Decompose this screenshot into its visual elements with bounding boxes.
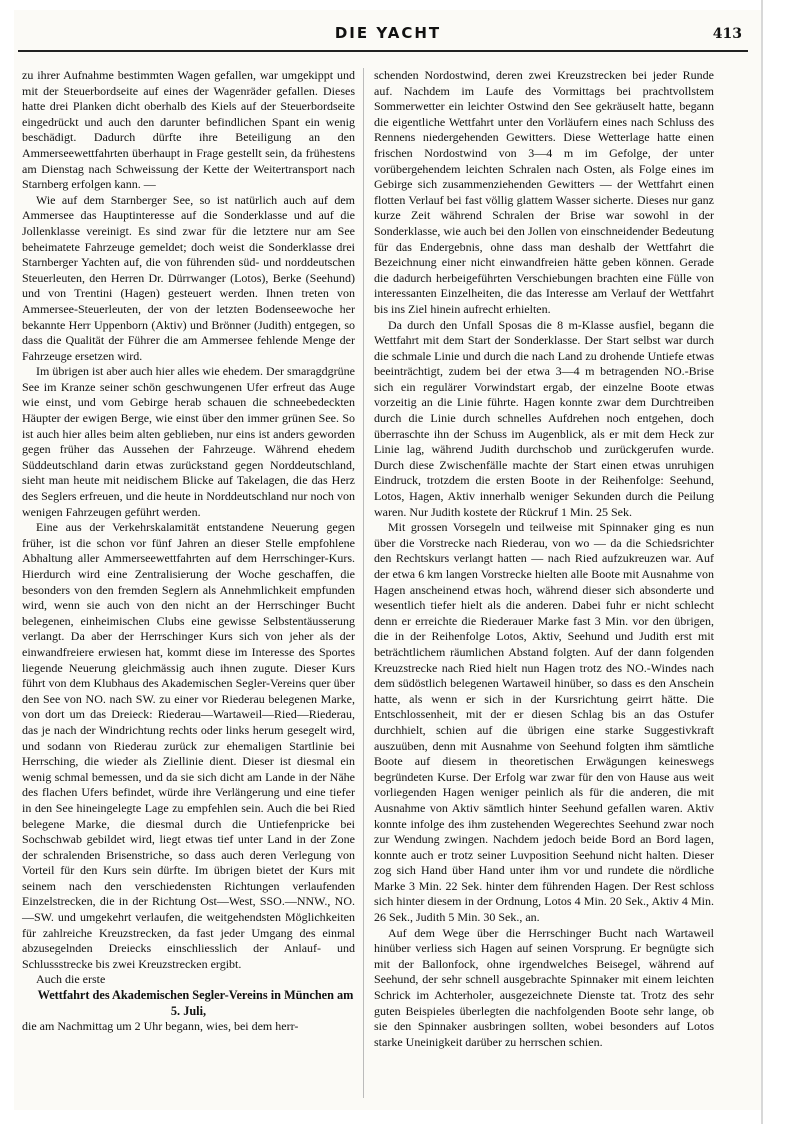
page-number: 413 <box>712 26 742 42</box>
page-header <box>14 24 762 48</box>
paragraph: zu ihrer Aufnahme bestimmten Wagen gefallen, war umgekippt und mit der Steuerbordseite auf eines der Wagenräder gefallen. Dieses hatte drei Planken dicht oberhalb des Kiels auf der Steuerbordseite eingedrückt und auch den darunter befindlichen Spant ein wenig beschädigt. Dadurch dürfte ihre Beteiligung an den Ammerseewettfahrten überhaupt in Frage gestellt sein, da frühestens am Dienstag nach Schweissung der Kette der Weitertransport nach Starnberg erfolgen kann. — <box>22 68 355 192</box>
paragraph: Eine aus der Verkehrskalamität entstandene Neuerung gegen früher, ist die schon vor fünf Jahren an dieser Stelle empfohlene Abhaltung aller Ammerseewettfahrten auf dem Herrschinger-Kurs. Hierdurch wird eine Zentralisierung der Woche geschaffen, die besonders von den fremden Seglern als Annehmlichkeit empfunden wird, wenn sie auch von den nicht an der Herrschinger Bucht belegenen, einheimischen Clubs eine gewisse Selbstentäusserung verlangt. Da aber der Herrschinger Kurs sich von jeher als der einwandfreiere erwiesen hat, kommt diese im Interesse des Sportes liegende Neuerung gleichmässig auch ihnen zugute. Dieser Kurs führt von dem Klubhaus des Akademischen Segler-Vereins quer über den See von NO. nach SW. zu einer vor Riederau belegenen Marke, von dort um das Dreieck: Riederau—Wartaweil—Ried—Riederau, das je nach der Windrichtung rechts oder links herum gesegelt wird, und sodann von Riederau zurück zur ehemaligen Startlinie bei Herrsching, die wieder als Ziellinie dient. Dieser ist diesmal ein wenig schmal bemessen, und da sie sich dicht am Lande in der Nähe des flachen Ufers befindet, würde ihre Verlängerung und eine tiefer in den See hineingelegte Lage zu empfehlen sein. Auch die bei Ried belegene Marke, die diesmal durch die Untiefenpricke bei Sochschwab gebildet wird, liegt etwas tief unter Land in der Zone der schralenden Brisenstriche, so dass auch deren Verlegung von Vorteil für den Kurs sein dürfte. Im übrigen bietet der Kurs mit seinem nach den verschiedensten Richtungen verlaufenden Einzelstrecken, die in der Richtung Ost—West, SSO.—NNW., NO.—SW. und umgekehrt verlaufen, die weitgehendsten Möglichkeiten für zahlreiche Kreuzstrecken, da fast jeder Umgang des einmal abzusegelnden Dreiecks einschliesslich der Anlauf- und Schlussstrecke bis zwei Kreuzstrecken ergibt. <box>22 520 355 971</box>
section-heading: Wettfahrt des Akademischen Segler-Vereins in München am 5. Juli, <box>37 988 354 1018</box>
column-divider <box>363 68 364 1098</box>
right-column <box>374 68 714 1050</box>
magazine-page <box>14 10 762 1110</box>
paragraph: die am Nachmittag um 2 Uhr begann, wies, bei dem herr- <box>22 1019 299 1034</box>
paragraph: Da durch den Unfall Sposas die 8 m-Klasse ausfiel, begann die Wettfahrt mit dem Start der Sonderklasse. Der Start selbst war durch die schmale Linie und durch die nach Land zu drohende Untiefe etwas beeinträchtigt, zudem bei der etwa 3—4 m betragenden NO.-Brise sich ein regulärer Vorwindstart ergab, der einzelne Boote etwas vorzeitig an die Linie führte. Hagen konnte zwar dem Durchtreiben durch die Linie durch schnelles Aufdrehen noch entgehen, doch überraschte ihn der Schuss im Augenblick, als er mit dem Heck zur Linie lag, während Judith durchschob und zurückgerufen wurde. Durch diese Zwischenfälle machte der Start einen etwas unruhigen Eindruck, trotzdem die ersten Boote in der Reihenfolge: Seehund, Lotos, Hagen, Aktiv innerhalb weniger Sekunden durch die Peilung waren. Nur Judith kostete der Rückruf 1 Min. 25 Sek. <box>374 317 714 519</box>
paragraph: schenden Nordostwind, deren zwei Kreuzstrecken bei jeder Runde auf. Nachdem im Laufe des Vormittags bei prachtvollstem Sommerwetter ein leichter Ostwind den See gekräuselt hatte, begann die eigentliche Wettfahrt unter den Vorläufern eines nach Schluss des Rennens niedergehenden Gewitters. Diese Wetterlage hatte einen frischen Nordostwind von 3—4 m im Gefolge, der unter vorübergehendem leichten Schralen nach Osten, als Folge eines im Gebirge sich zusammenziehenden Gewitters — der Wettfahrt einen flotten Verlauf bei fast völlig glattem Wasser sicherte. Dieses nur ganz kurze Zeit während Schralen der Brise war sowohl in der Sonderklasse, wie auch bei den Jollen von einschneidender Bedeutung für das Endergebnis, ohne dass man deshalb der Wettfahrt die Bezeichnung einer nicht einwandfreien hätte geben können. Gerade die dadurch herbeigeführten Verschiebungen brachten eine Fülle von interessanten Einzelheiten, die das Interesse am Verlauf der Wettfahrt bis ins Ziel hinein aufrecht erhielten. <box>374 68 714 316</box>
header-rule <box>18 50 748 52</box>
paragraph: Auch die erste <box>36 972 106 987</box>
scan-margin <box>761 0 799 1124</box>
paragraph: Wie auf dem Starnberger See, so ist natürlich auch auf dem Ammersee das Hauptinteresse auf die Sonderklasse und auf die Jollenklasse vereinigt. Es sind zwar für die letztere nur am See beheimatete Fahrzeuge gemeldet; doch weist die Sonderklasse drei Starnberger Yachten auf, die von führenden süd- und norddeutschen Steuerleuten, den Herren Dr. Dürrwanger (Lotos), Berke (Seehund) und von Trentini (Hagen) gesteuert werden. Ihnen treten von Ammersee-Steuerleuten, der von der letzten Bodenseewoche her bekannte Herr Uppenborn (Aktiv) und Brönner (Judith) entgegen, so dass die Qualität der Führer die am Ammersee fehlende Menge der Fahrzeuge ersetzen wird. <box>22 192 355 363</box>
paragraph: Im übrigen ist aber auch hier alles wie ehedem. Der smaragdgrüne See im Kranze seiner schön geschwungenen Ufer erfreut das Auge wie einst, und vom Gebirge herab schauen die schneebedeckten Häupter der ewigen Berge, wie einst über den immer grünen See. So ist auch hier alles beim alten geblieben, nur eins ist anders geworden gegen früher das Aussehen der Fahrzeuge. Während ehedem Süddeutschland darin etwas zurückstand gegen Norddeutschland, sieht man heute mit neidischem Blicke auf Takelagen, die das Herz des Seglers erfreuen, und die heute in Norddeutschland nur noch von wenigen Fahrzeugen geführt werden. <box>22 364 355 519</box>
left-column <box>22 68 355 1035</box>
paragraph: Mit grossen Vorsegeln und teilweise mit Spinnaker ging es nun über die Vorstrecke nach Riederau, von wo — da die Schiedsrichter den Rechtskurs verlangt hatten — nach Ried aufzukreuzen war. Auf der etwa 6 km langen Vorstrecke hielten alle Boote mit Ausnahme von Hagen anscheinend etwas hoch, während dieser sich absonderte und wesentlich tiefer hielt als die anderen. Dabei fuhr er nicht schlecht denn er erreichte die Riederauer Marke fast 3 Min. vor den übrigen, die in der Reihenfolge Lotos, Aktiv, Seehund und Judith erst mit beträchtlichem räumlichen Abstand folgten. Auf der dann folgenden Kreuzstrecke nach Ried hielt nun Hagen trotz des NO.-Windes nach dem südöstlich belegenen Wartaweil hinüber, so dass es den Anschein hatte, als wenn er sich in der Kursrichtung geirrt hätte. Die Entschlossenheit, mit der er diesen Schlag bis an das Ostufer durchhielt, schien auf die übrigen eine starke Suggestivkraft auszuüben, denn mit Ausnahme von Seehund folgten ihm sämtliche Boote auf diesem in theoretischen Erwägungen keineswegs begründeten Kurse. Der Erfolg war zwar für den von Hause aus weit vorliegenden Hagen weniger peinlich als für die anderen, die mit Ausnahme von Aktiv sämtlich hinter Seehund gefallen waren. Aktiv konnte infolge des ihm zustehenden Wegerechtes Seehund zwar noch zur Wendung zwingen. Nachdem jedoch beide Bord an Bord lagen, konnte auch er trotz seiner Luvposition Seehund nicht halten. Dieser zog sich Hand über Hand unter ihm vor und rundete die nördliche Marke 3 Min. 22 Sek. hinter dem führenden Hagen. Der Rest schloss sich hinter diesem in der Ordnung, Lotos 4 Min. 20 Sek., Aktiv 4 Min. 26 Sek., Judith 5 Min. 30 Sek., an. <box>374 520 714 925</box>
paragraph: Auf dem Wege über die Herrschinger Bucht nach Wartaweil hinüber verliess sich Hagen auf seinen Vorsprung. Er begnügte sich mit der Ballonfock, ohne irgendwelches Beisegel, während auf Seehund, der sehr schnell ausgebrachte Spinnaker mit einem leichten Schrick im Achterholer, ausgezeichnete Dienste tat. Trotz des sehr guten Beispieles überlegten die nachfolgenden Boote sehr lange, ob sie den Spinnaker ausbringen sollten, wobei besonders auf Lotos starke Uneinigkeit darüber zu herrschen schien. <box>374 925 714 1049</box>
magazine-title: DIE YACHT <box>334 24 442 42</box>
